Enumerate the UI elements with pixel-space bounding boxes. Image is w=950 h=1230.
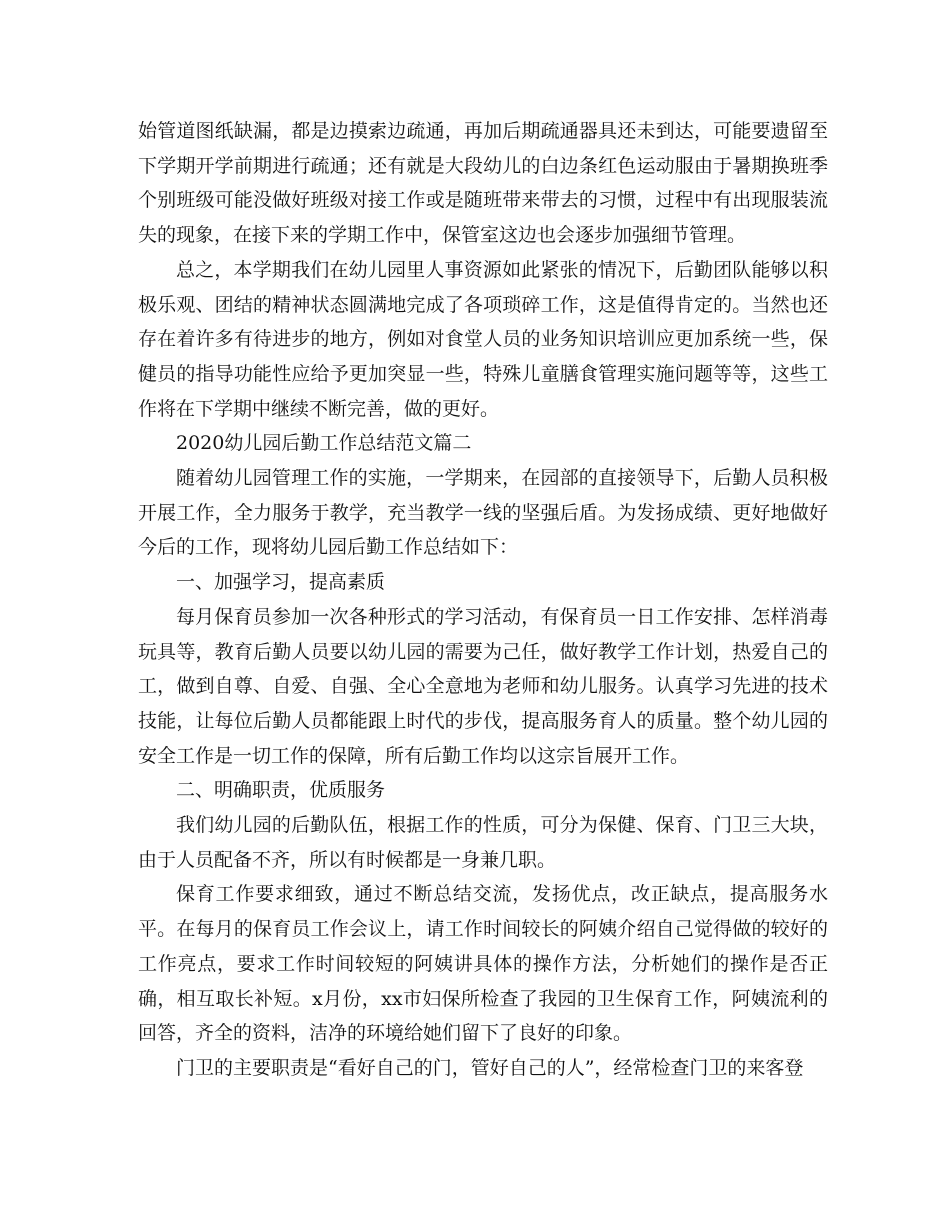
section-title: 2020幼儿园后勤工作总结范文篇二 — [176, 432, 472, 455]
paragraph-care: 保育工作要求细致，通过不断总结交流，发扬优点，改正缺点，提高服务水平。在每月的保育员工作会议上，请工作时间较长的阿姨介绍自己觉得做的较好的工作亮点，要求工作时间较短的阿姨讲具体的操作方法，分析她们的操作是否正确，相互取长补短。x月份，xx市妇保所检查了我园的卫生保育工作，阿姨流利的回答，齐全的资料，洁净的环境给她们留下了良好的印象。 — [138, 883, 828, 1045]
paragraph-intro: 随着幼儿园管理工作的实施，一学期来，在园部的直接领导下，后勤人员积极开展工作，全力服务于教学，充当教学一线的坚强后盾。为发扬成绩、更好地做好今后的工作，现将幼儿园后勤工作总结如下： — [138, 467, 828, 559]
heading-one: 一、加强学习，提高素质 — [176, 571, 386, 594]
paragraph-summary: 总之，本学期我们在幼儿园里人事资源如此紧张的情况下，后勤团队能够以积极乐观、团结的精神状态圆满地完成了各项琐碎工作，这是值得肯定的。当然也还存在着许多有待进步的地方，例如对食堂人员的业务知识培训应更加系统一些，保健员的指导功能性应给予更加突显一些，特殊儿童膳食管理实施问题等等，这些工作将在下学期中继续不断完善，做的更好。 — [138, 258, 828, 420]
paragraph-guard: 门卫的主要职责是“看好自己的门，管好自己的人”，经常检查门卫的来客登 — [176, 1056, 804, 1079]
document-body — [138, 114, 828, 1086]
paragraph-team: 我们幼儿园的后勤队伍，根据工作的性质，可分为保健、保育、门卫三大块，由于人员配备不齐，所以有时候都是一身兼几职。 — [138, 814, 828, 871]
heading-two: 二、明确职责，优质服务 — [176, 779, 386, 802]
paragraph-continuation: 始管道图纸缺漏，都是边摸索边疏通，再加后期疏通器具还未到达，可能要遗留至下学期开学前期进行疏通；还有就是大段幼儿的白边条红色运动服由于暑期换班季个别班级可能没做好班级对接工作或是随班带来带去的习惯，过程中有出现服装流失的现象，在接下来的学期工作中，保管室这边也会逐步加强细节管理。 — [138, 120, 828, 247]
paragraph-study: 每月保育员参加一次各种形式的学习活动，有保育员一日工作安排、怎样消毒玩具等，教育后勤人员要以幼儿园的需要为己任，做好教学工作计划，热爱自己的工，做到自尊、自爱、自强、全心全意地为老师和幼儿服务。认真学习先进的技术技能，让每位后勤人员都能跟上时代的步伐，提高服务育人的质量。整个幼儿园的安全工作是一切工作的保障，所有后勤工作均以这宗旨展开工作。 — [138, 605, 828, 767]
